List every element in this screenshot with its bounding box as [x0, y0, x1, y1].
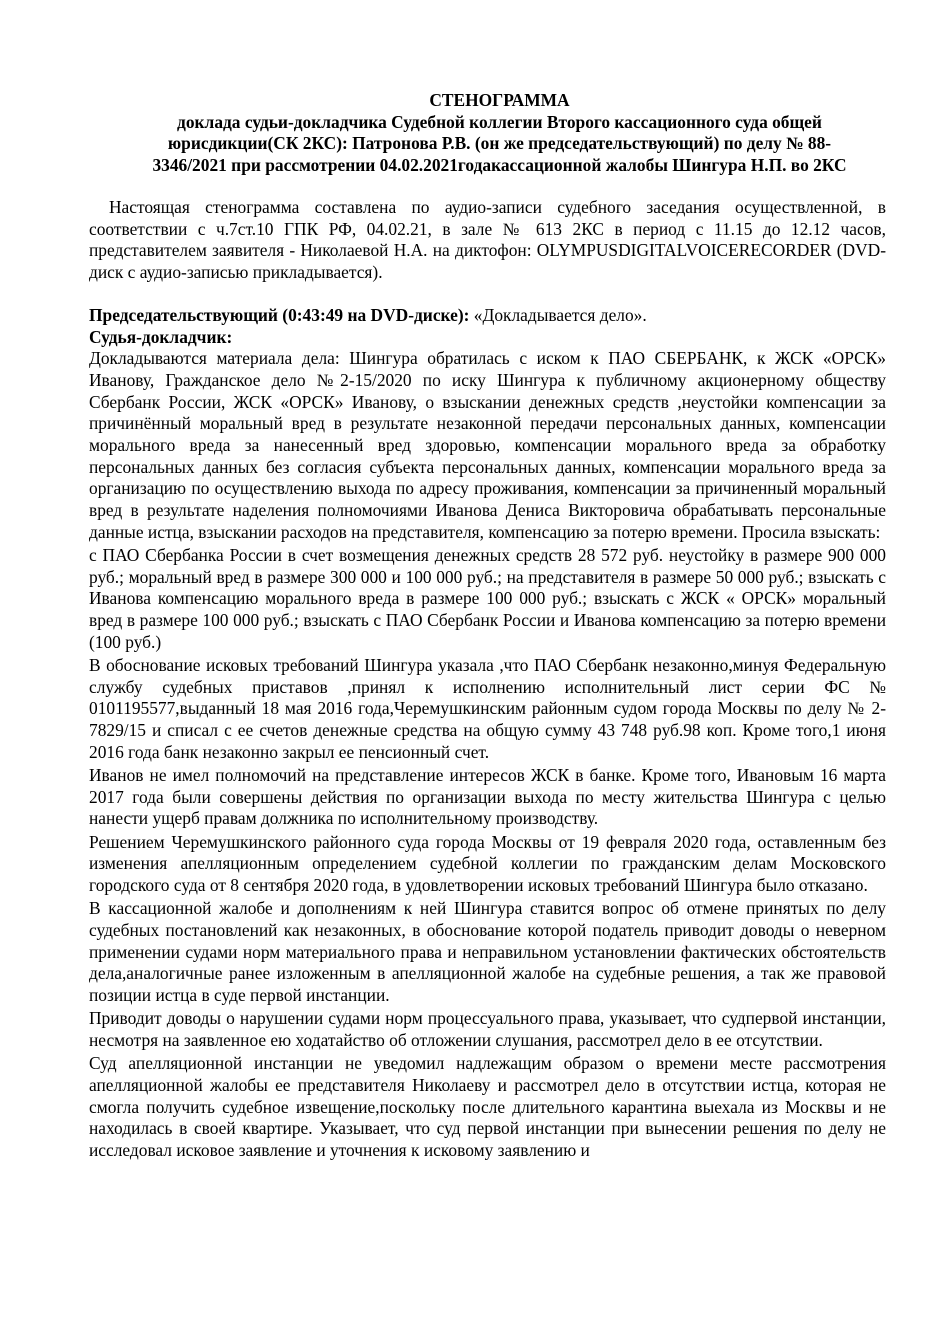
title-line-3: юрисдикции(СК 2КС): Патронова Р.В. (он же председательствующий) по делу № 88-: [167, 133, 832, 153]
body-paragraph-2: с ПАО Сбербанка России в счет возмещения денежных средств 28 572 руб. неустойку в размере 900 000 руб.; моральный вред в размере 300 000 и 100 000 руб.; на представителя в размере 50 000 руб.; взыскать с Иванова компенсацию морального вреда в размере 100 000 руб.; взыскать с ЖСК « ОРСК» моральный вред в размере 100 000 руб.; взыскать с ПАО Сбербанк России и Иванова компенсацию за потерю времени (100 руб.): [89, 545, 886, 652]
judge-heading: Судья-докладчик:: [89, 326, 233, 347]
intro-paragraph: Настоящая стенограмма составлена по аудио-записи судебного заседания осуществленной, в соответствии с ч.7ст.10 ГПК РФ, 04.02.21, в зале № 613 2КС в период с 11.15 до 12.12 часов, представителем заявителя - Николаевой Н.А. на диктофон: OLYMPUSDIGITALVOICERECORDER (DVD-диск с аудио-записью прикладывается).: [89, 197, 886, 283]
presiding-text: «Докладывается дело».: [469, 304, 647, 325]
document-page: [89, 90, 886, 1163]
body-paragraph-5: Решением Черемушкинского районного суда города Москвы от 19 февраля 2020 года, оставленным без изменения апелляционным определением судебной коллегии по гражданским делам Московского городского суда от 8 сентября 2020 года, в удовлетворении исковых требований Шингура было отказано.: [89, 831, 886, 896]
title-line-4: 3346/2021 при рассмотрении 04.02.2021годакассационной жалобы Шингура Н.П. во 2КС: [152, 154, 847, 175]
title-line-1: СТЕНОГРАММА: [429, 90, 570, 110]
body-paragraph-1: Докладываются материала дела: Шингура обратилась с иском к ПАО СБЕРБАНК, к ЖСК «ОРСК» Иванову, Гражданское дело №2-15/2020 по иску Шингура к публичному акционерному обществу Сбербанк России, ЖСК «ОРСК» Иванову, о взыскании денежных средств ,неустойки компенсации за причинённый моральный вред в результате незаконной передачи персональных данных, компенсации морального вреда за нанесенный вред здоровью, компенсации морального вреда за обработку персональных данных без согласия субъекта персональных данных, компенсации морального вреда за организацию по осуществлению выхода по адресу проживания, компенсации за причиненный моральный вред в результате наделения полномочиями Иванова Дениса Викторовича обрабатывать персональные данные истца, взыскании расходов на представителя, компенсацию за потерю времени. Просила взыскать:: [89, 348, 886, 542]
presiding-line: [89, 305, 886, 327]
document-title: [109, 90, 890, 176]
body-paragraph-3: В обоснование исковых требований Шингура указала ,что ПАО Сбербанк незаконно,минуя Федеральную службу судебных приставов ,принял к исполнению исполнительный лист серии ФС № 0101195577,выданный 18 мая 2016 года,Черемушкинским районным судом города Москвы по делу № 2-7829/15 и списал с ее счетов денежные средства на общую сумму 43 748 руб.98 коп. Кроме того,1 июня 2016 года банк незаконно закрыл ее пенсионный счет.: [89, 655, 886, 762]
body-paragraph-4: Иванов не имел полномочий на представление интересов ЖСК в банке. Кроме того, Ивановым 16 марта 2017 года были совершены действия по организации выхода по месту жительства Шингура с целью нанести ущерб правам должника по исполнительному производству.: [89, 765, 886, 829]
presiding-label: Председательствующий (0:43:49 на DVD-диске):: [89, 304, 470, 325]
body-paragraph-7: Приводит доводы о нарушении судами норм процессуального права, указывает, что судпервой инстанции, несмотря на заявленное ею ходатайство об отложении слушания, рассмотрел дело в ее отсутствии.: [89, 1008, 886, 1051]
title-line-2: доклада судьи-докладчика Судебной коллегии Второго кассационного суда общей: [177, 111, 822, 132]
body-paragraph-6: В кассационной жалобе и дополнениям к ней Шингура ставится вопрос об отмене принятых по делу судебных постановлений как незаконных, в обоснование которой податель приводит доводы о неверном применении судами норм материального права и неправильном установлении фактических обстоятельств дела,аналогичные ранее изложенным в апелляционной жалобе на судебные решения, а так же правовой позиции истца в суде первой инстанции.: [89, 898, 886, 1006]
body-paragraph-8: Суд апелляционной инстанции не уведомил надлежащим образом о времени месте рассмотрения апелляционной жалобы ее представителя Николаеву и рассмотрел дело в отсутствии истца, которая не смогла получить судебное извещение,поскольку после длительного карантина выехала из Москвы и не находилась в своей квартире. Указывает, что суд первой инстанции при вынесении решения по делу не исследовал исковое заявление и уточнения к исковому заявлению и: [89, 1053, 886, 1161]
